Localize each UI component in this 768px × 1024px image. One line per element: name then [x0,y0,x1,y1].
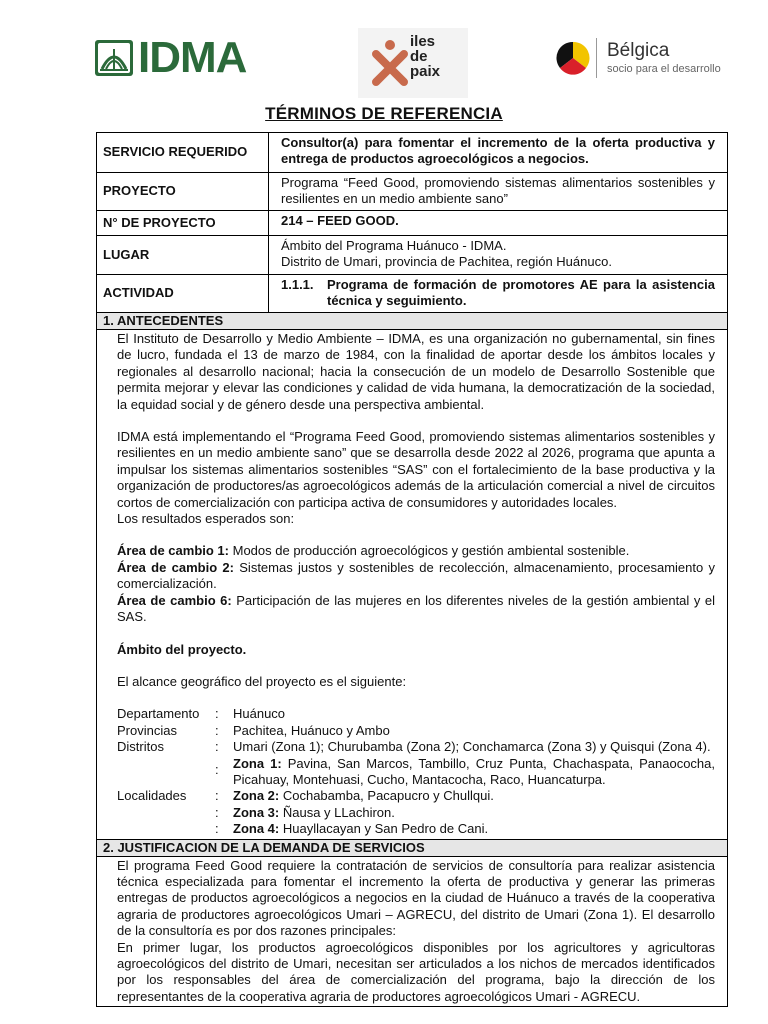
actividad-value: Programa de formación de promotores AE para la asistencia técnica y seguimiento. [327,277,715,309]
justificacion-paragraph-2: En primer lugar, los productos agroecológicos disponibles por los agricultores y agricultoras agroecológicos del distrito de Umari, necesitan ser articulados a los nichos de mercados identificados por los responsables del área de comercialización del programa, bajo la dirección de los representantes de la cooperativa agraria de productores agroecológicos Umari - AGRECU. [117,939,715,1004]
antecedentes-paragraph-2: IDMA está implementando el “Programa Feed Good, promoviendo sistemas alimentarios sostenibles y resilientes en un medio ambiente sano” que se desarrolla desde 2022 al 2026, programa que apunta a impulsar los sistemas alimentarios sostenibles “SAS” con el fortalecimiento de la base productiva y la organización de productores/as agroecológicos además de la articulación comercial a nivel de circuitos cortos de comercialización con participa activa de consumidores y autoridades locales. [117,429,715,510]
iles-de-paix-x-icon [372,38,408,86]
row-lugar [97,236,727,275]
loc-departamento: Departamento : Huánuco [117,706,286,722]
lugar-label: LUGAR [97,236,269,274]
servicio-label: SERVICIO REQUERIDO [97,133,269,172]
header-logos [0,28,768,98]
iles-text: iles [410,33,436,50]
row-actividad [97,275,727,313]
antecedentes-body [97,330,727,840]
area-cambio-6: Área de cambio 6: Participación de las mujeres en los diferentes niveles de la gestión ambiental y el SAS. [117,592,715,625]
belgica-divider [596,38,597,78]
area-cambio-1: Área de cambio 1: Modos de producción agroecológicos y gestión ambiental sostenible. [117,543,630,559]
justificacion-paragraph-1: El programa Feed Good requiere la contratación de servicios de consultoría para realizar asistencia técnica especializada para fomentar el incremento la oferta de productiva y generar las primeras entregas de productos agroecológicos a negocios en la ciudad de Huánuco a través de la cooperativa agraria de productores agroecológicos Umari – AGRECU, del distrito de Umari (Zona 1). El desarrollo de la consultoría es por dos razones principales: [117,857,715,939]
actividad-number: 1.1.1. [281,277,314,292]
alcance-text: El alcance geográfico del proyecto es el siguiente: [117,673,407,689]
area-cambio-2: Área de cambio 2: Sistemas justos y sostenibles de recolección, almacenamiento, procesamiento y comercialización. [117,559,715,592]
loc-distritos: Distritos : Umari (Zona 1); Churubamba (Zona 2); Conchamarca (Zona 3) y Quisqui (Zona 4). [117,739,711,755]
ambito-heading: Ámbito del proyecto. [117,641,247,657]
proyecto-label: PROYECTO [97,173,269,210]
actividad-label: ACTIVIDAD [97,275,269,312]
loc-zona-1: : Zona 1: Pavina, San Marcos, Tambillo, Cruz Punta, Chachaspata, Panaococha, Picahuay, Montehuasi, Cucho, Mantacocha, Raco, Huancaturpa. [215,755,715,787]
proyecto-value: Programa “Feed Good, promoviendo sistemas alimentarios sostenibles y resilientes en un medio ambiente sano” [281,175,715,207]
loc-zona-3: : Zona 3: Ñausa y LLachiron. [215,804,395,820]
numero-proyecto-label: N° DE PROYECTO [97,211,269,235]
row-numero-proyecto [97,211,727,236]
justificacion-heading: 2. JUSTIFICACION DE LA DEMANDA DE SERVICIOS [97,840,727,857]
document-title: TÉRMINOS DE REFERENCIA [265,104,503,123]
lugar-line-1: Ámbito del Programa Huánuco - IDMA. [281,238,507,253]
terms-table [96,132,728,1007]
justificacion-body [97,857,727,1007]
numero-proyecto-value: 214 – FEED GOOD. [281,213,399,228]
loc-provincias: Provincias : Pachitea, Huánuco y Ambo [117,722,390,738]
loc-zona-2: Localidades : Zona 2: Cochabamba, Pacapucro y Chullqui. [117,788,494,804]
lugar-line-2: Distrito de Umari, provincia de Pachitea, región Huánuco. [281,254,612,270]
antecedentes-paragraph-3: Los resultados esperados son: [117,511,295,527]
row-proyecto [97,173,727,211]
idma-logo-text: IDMA [138,33,247,82]
servicio-value: Consultor(a) para fomentar el incremento de la oferta productiva y entrega de productos agroecológicos a negocios. [281,135,715,167]
idma-emblem-icon [94,39,134,77]
row-servicio [97,133,727,173]
localidades-label: Localidades [117,788,187,804]
belgica-title: Bélgica [607,40,670,61]
loc-zona-4: : Zona 4: Huayllacayan y San Pedro de Cani. [215,821,489,837]
antecedentes-heading: 1. ANTECEDENTES [97,313,727,330]
idma-logo [94,33,247,82]
de-text: de [410,48,428,65]
iles-de-paix-logo [358,28,468,98]
antecedentes-paragraph-1: El Instituto de Desarrollo y Medio Ambiente – IDMA, es una organización no gubernamental, sin fines de lucro, fundada el 13 de marzo de 1984, con la finalidad de aportar desde los ámbitos locales y regionales al desarrollo nacional; hacia la consecución de un modelo de Desarrollo Sostenible que permita mejorar y elevar las condiciones y calidad de vida humana, la democratización de la sociedad, la equidad social y de género desde una perspectiva ambiental. [117,331,715,412]
belgica-subtitle: socio para el desarrollo [607,63,721,75]
belgica-logo [556,38,721,78]
belgica-emblem-icon [556,40,590,76]
paix-text: paix [410,63,441,80]
